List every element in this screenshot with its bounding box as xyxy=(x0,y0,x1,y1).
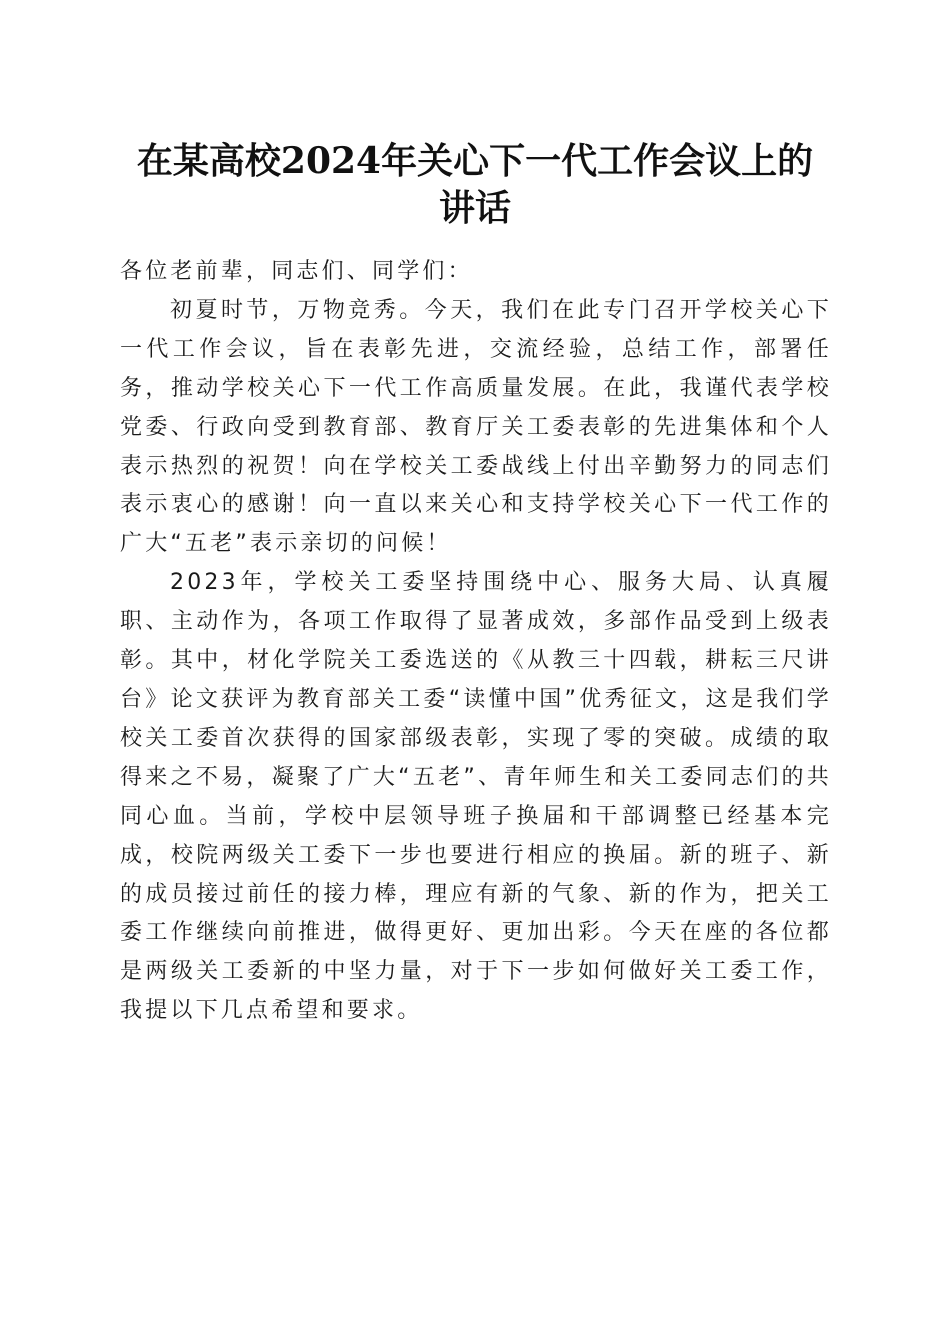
paragraph-opening: 初夏时节，万物竞秀。今天，我们在此专门召开学校关心下一代工作会议，旨在表彰先进，交流经验，总结工作，部署任务，推动学校关心下一代工作高质量发展。在此，我谨代表学校党委、行政向受到教育部、教育厅关工委表彰的先进集体和个人表示热烈的祝贺！向在学校关工委战线上付出辛勤努力的同志们表示衷心的感谢！向一直以来关心和支持学校关心下一代工作的广大“五老”表示亲切的问候！ xyxy=(120,297,832,557)
salutation: 各位老前辈，同志们、同学们： xyxy=(120,259,473,284)
document-title: 在某高校2024年关心下一代工作会议上的讲话 xyxy=(136,140,814,229)
document-body xyxy=(120,253,832,1031)
paragraph-review-2023: 2023年，学校关工委坚持围绕中心、服务大局、认真履职、主动作为，各项工作取得了显著成效，多部作品受到上级表彰。其中，材化学院关工委选送的《从教三十四载，耕耘三尺讲台》论文获评为教育部关工委“读懂中国”优秀征文，这是我们学校关工委首次获得的国家部级表彰，实现了零的突破。成绩的取得来之不易，凝聚了广大“五老”、青年师生和关工委同志们的共同心血。当前，学校中层领导班子换届和干部调整已经基本完成，校院两级关工委下一步也要进行相应的换届。新的班子、新的成员接过前任的接力棒，理应有新的气象、新的作为，把关工委工作继续向前推进，做得更好、更加出彩。今天在座的各位都是两级关工委新的中坚力量，对于下一步如何做好关工委工作，我提以下几点希望和要求。 xyxy=(120,570,832,1024)
